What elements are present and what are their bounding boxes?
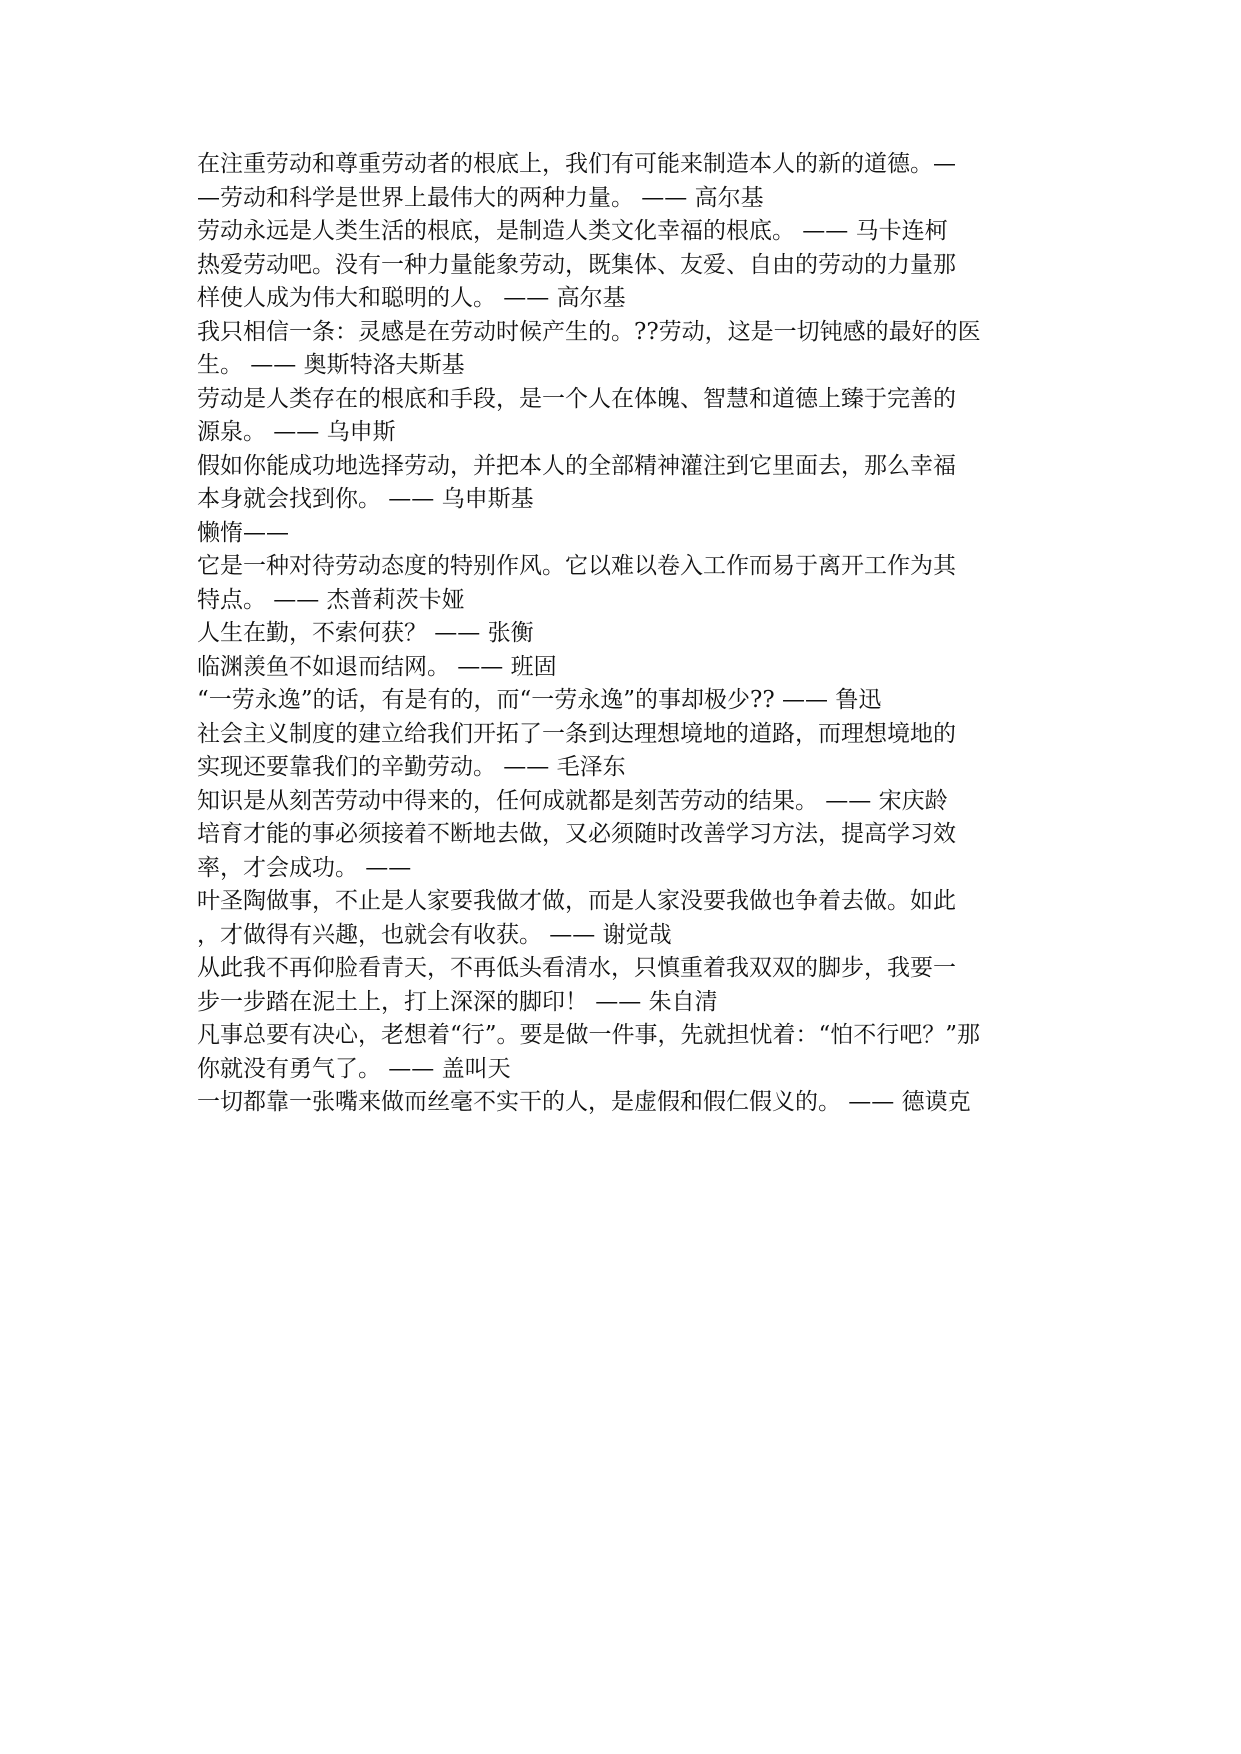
text-line: 步一步踏在泥土上，打上深深的脚印！ —— 朱自清 [197, 988, 718, 1015]
text-line: 它是一种对待劳动态度的特别作风。它以难以卷入工作而易于离开工作为其 [197, 553, 956, 579]
text-line: 知识是从刻苦劳动中得来的，任何成就都是刻苦劳动的结果。 —— 宋庆龄 [197, 787, 948, 814]
text-line: 社会主义制度的建立给我们开拓了一条到达理想境地的道路，而理想境地的 [197, 720, 956, 747]
text-line: 实现还要靠我们的辛勤劳动。 —— 毛泽东 [197, 754, 626, 780]
document-body [197, 148, 1062, 1120]
text-line: 临渊羡鱼不如退而结网。 —— 班固 [197, 653, 557, 680]
text-line: 懒惰—— [197, 519, 289, 546]
text-line: 劳动永远是人类生活的根底，是制造人类文化幸福的根底。 —— 马卡连柯 [197, 218, 948, 244]
text-line: —劳动和科学是世界上最伟大的两种力量。 —— 高尔基 [197, 184, 764, 211]
text-line: 你就没有勇气了。 —— 盖叫天 [197, 1055, 511, 1082]
text-line: 叶圣陶做事，不止是人家要我做才做，而是人家没要我做也争着去做。如此 [197, 888, 956, 914]
text-line: 劳动是人类存在的根底和手段，是一个人在体魄、智慧和道德上臻于完善的 [197, 385, 956, 412]
text-line: 源泉。 —— 乌申斯 [197, 419, 396, 445]
text-line: 生。 —— 奥斯特洛夫斯基 [197, 352, 465, 378]
text-line: 特点。 —— 杰普莉茨卡娅 [197, 586, 465, 613]
text-line: 凡事总要有决心，老想着“行”。要是做一件事，先就担忧着：“怕不行吧？”那 [197, 1022, 981, 1048]
text-line: 样使人成为伟大和聪明的人。 —— 高尔基 [197, 285, 626, 311]
text-line: “一劳永逸”的话，有是有的，而“一劳永逸”的事却极少?? —— 鲁迅 [197, 687, 882, 713]
text-line: 假如你能成功地选择劳动，并把本人的全部精神灌注到它里面去，那么幸福 [197, 452, 956, 479]
text-line: 本身就会找到你。 —— 乌申斯基 [197, 486, 534, 512]
text-line: 在注重劳动和尊重劳动者的根底上，我们有可能来制造本人的新的道德。— [197, 151, 956, 177]
text-line: ，才做得有兴趣，也就会有收获。 —— 谢觉哉 [197, 921, 672, 948]
text-line: 人生在勤，不索何获？ —— 张衡 [197, 620, 534, 646]
text-line: 率，才会成功。 —— [197, 854, 412, 881]
text-line: 热爱劳动吧。没有一种力量能象劳动，既集体、友爱、自由的劳动的力量那 [197, 251, 956, 278]
text-line: 一切都靠一张嘴来做而丝毫不实干的人，是虚假和假仁假义的。 —— 德谟克 [197, 1089, 971, 1115]
text-line: 我只相信一条：灵感是在劳动时候产生的。??劳动，这是一切钝感的最好的医 [197, 318, 981, 345]
text-line: 培育才能的事必须接着不断地去做，又必须随时改善学习方法，提高学习效 [197, 821, 956, 847]
text-line: 从此我不再仰脸看青天，不再低头看清水，只慎重着我双双的脚步，我要一 [197, 955, 956, 981]
